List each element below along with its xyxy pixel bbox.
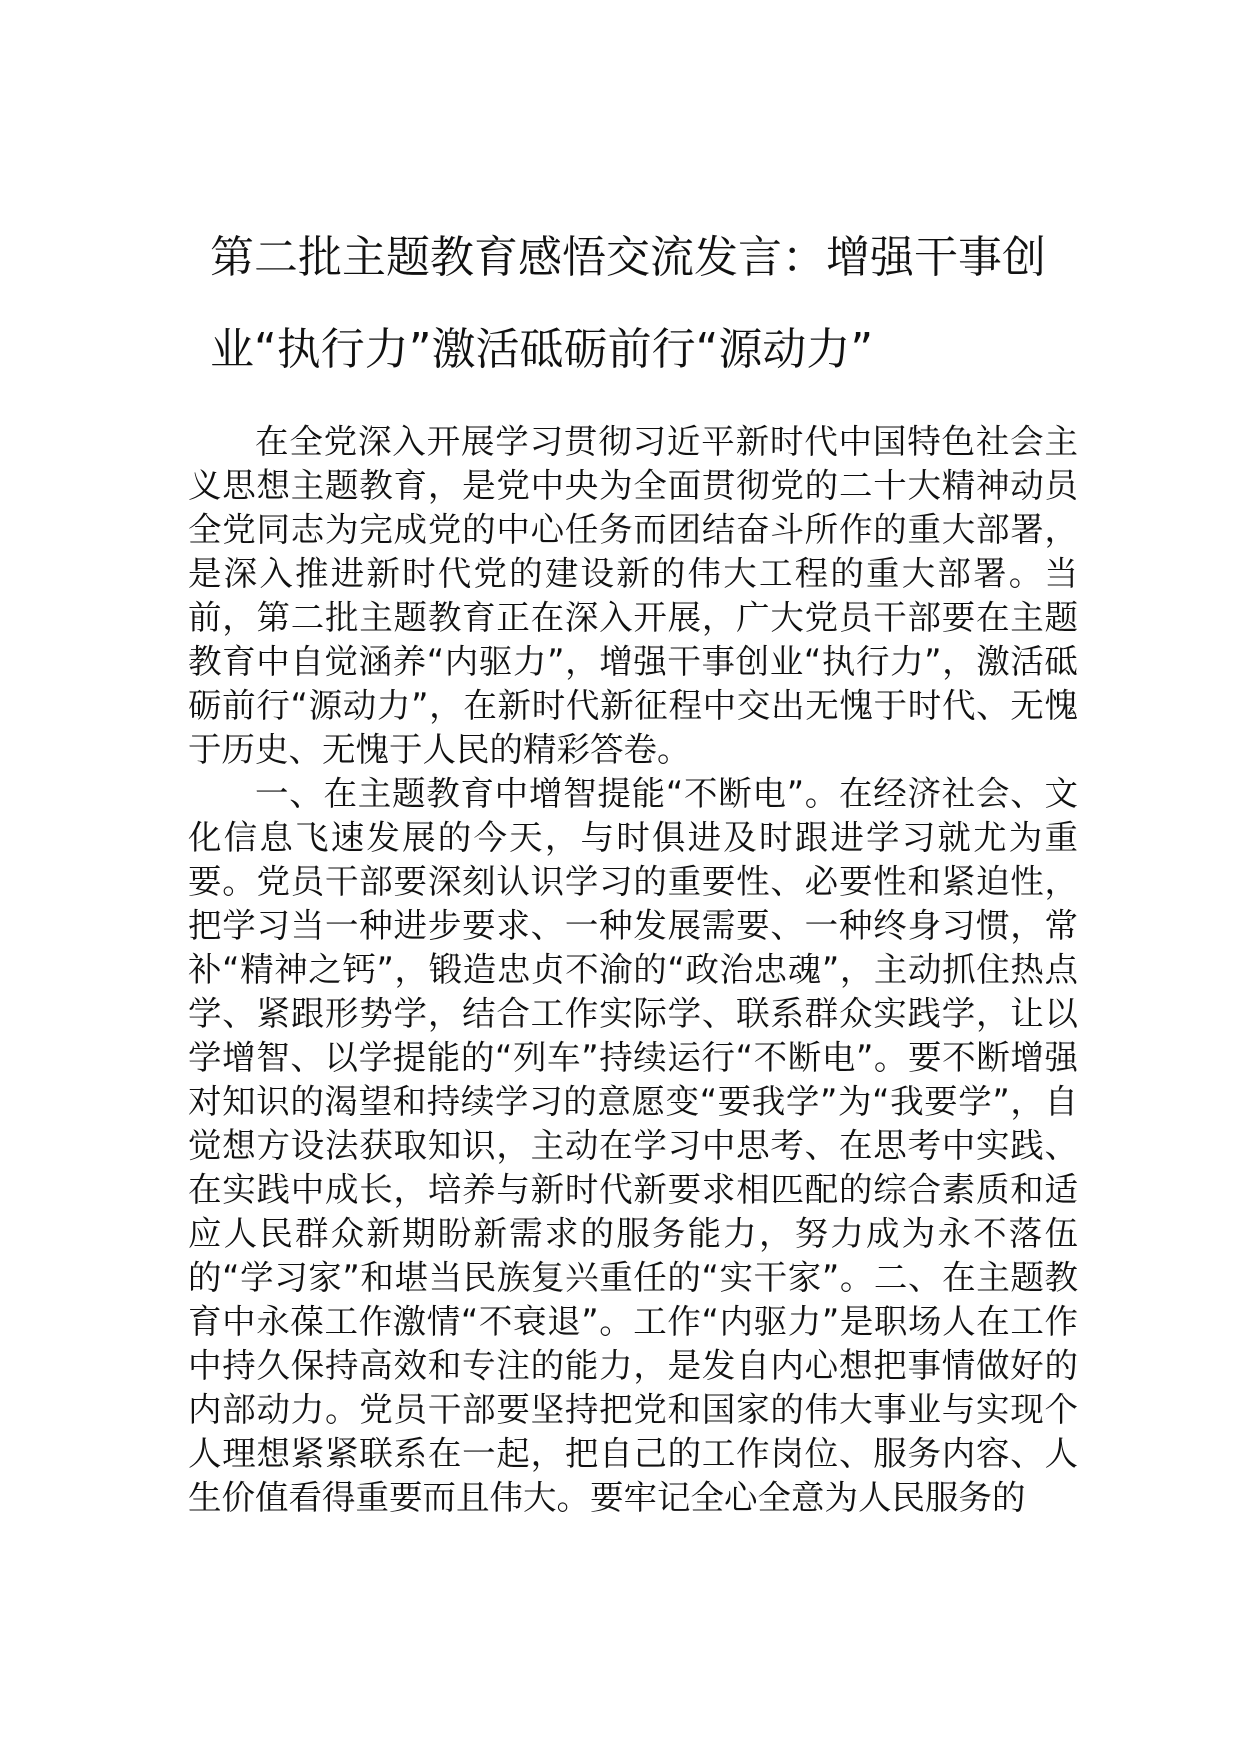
- paragraph-section-one: 一、在主题教育中增智提能“不断电”。在经济社会、文化信息飞速发展的今天，与时俱进及时跟进学习就尤为重要。党员干部要深刻认识学习的重要性、必要性和紧迫性，把学习当一种进步要求、一种发展需要、一种终身习惯，常补“精神之钙”，锻造忠贞不渝的“政治忠魂”，主动抓住热点学、紧跟形势学，结合工作实际学、联系群众实践学，让以学增智、以学提能的“列车”持续运行“不断电”。要不断增强对知识的渴望和持续学习的意愿变“要我学”为“我要学”，自觉想方设法获取知识，主动在学习中思考、在思考中实践、在实践中成长，培养与新时代新要求相匹配的综合素质和适应人民群众新期盼新需求的服务能力，努力成为永不落伍的“学习家”和堪当民族复兴重任的“实干家”。二、在主题教育中永葆工作激情“不衰退”。工作“内驱力”是职场人在工作中持久保持高效和专注的能力，是发自内心想把事情做好的内部动力。党员干部要坚持把党和国家的伟大事业与实现个人理想紧紧联系在一起，把自己的工作岗位、服务内容、人生价值看得重要而且伟大。要牢记全心全意为人民服务的: [188, 774, 1078, 1517]
- document-title: 第二批主题教育感悟交流发言：增强干事创业“执行力”激活砥砺前行“源动力”: [210, 232, 1046, 375]
- paragraph-intro: 在全党深入开展学习贯彻习近平新时代中国特色社会主义思想主题教育，是党中央为全面贯彻党的二十大精神动员全党同志为完成党的中心任务而团结奋斗所作的重大部署，是深入推进新时代党的建设新的伟大工程的重大部署。当前，第二批主题教育正在深入开展，广大党员干部要在主题教育中自觉涵养“内驱力”，增强干事创业“执行力”，激活砥砺前行“源动力”，在新时代新征程中交出无愧于时代、无愧于历史、无愧于人民的精彩答卷。: [188, 422, 1078, 769]
- document-body: [188, 420, 1078, 1520]
